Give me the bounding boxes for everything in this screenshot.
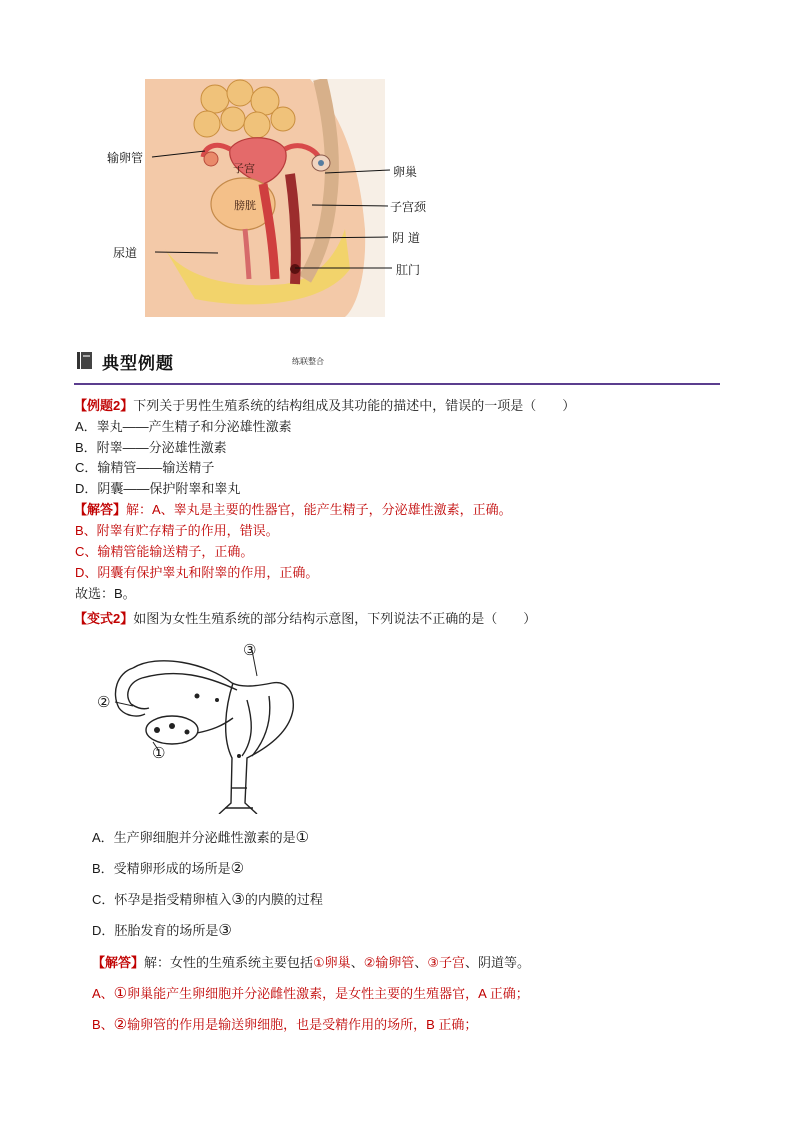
label-fallopian-tube: 输卵管	[107, 151, 144, 165]
uterus-illustration	[97, 638, 297, 814]
variant2-question	[74, 610, 536, 628]
variant2-option-b	[92, 860, 244, 878]
variant2-answer-line-b	[92, 1016, 477, 1034]
example2-answer-line-2: B、附睾有贮存精子的作用，错误。	[75, 523, 279, 538]
variant2-option-d-text: D．胚胎发育的场所是	[92, 923, 219, 938]
book-icon	[77, 352, 92, 369]
variant2-option-a-mark: ①	[295, 829, 310, 846]
variant2-option-c	[92, 891, 323, 909]
diagram-label-1: ①	[152, 745, 166, 762]
example2-tag: 【例题2】	[74, 398, 134, 413]
example2-option-a: A．睾丸——产生精子和分泌雄性激素	[75, 419, 292, 434]
section-title: 典型例题	[102, 354, 174, 374]
label-vagina: 阴 道	[392, 231, 420, 245]
example2-answer-line-4: D、阴囊有保护睾丸和附睾的作用，正确。	[75, 565, 319, 580]
example2-answer-line-3: C、输精管能输送精子，正确。	[75, 544, 254, 559]
example2-question-text: 下列关于男性生殖系统的结构组成及其功能的描述中，错误的一项是（ ）	[133, 398, 576, 413]
example2-answer-text-1: 解：A、睾丸是主要的性器官，能产生精子，分泌雄性激素，正确。	[126, 502, 512, 517]
example2-answer-line-1	[74, 501, 512, 519]
answer-b-text: 输卵管的作用是输送卵细胞，也是受精作用的场所，B 正确；	[127, 1017, 478, 1032]
label-urethra: 尿道	[113, 246, 138, 260]
variant2-option-b-text: B．受精卵形成的场所是	[92, 861, 231, 876]
answer-part-sep-1: 、	[350, 955, 364, 970]
section-subtitle: 练联整合	[292, 357, 324, 366]
answer-b-mark: ②	[113, 1016, 128, 1033]
variant2-answer-intro-text: 解：女性的生殖系统主要包括	[144, 955, 314, 970]
label-bladder: 膀胱	[234, 199, 256, 212]
answer-a-mark: ①	[113, 985, 128, 1002]
variant2-option-c-mark: ③	[231, 891, 245, 908]
variant2-option-c-text: C．怀孕是指受精卵植入	[92, 892, 232, 907]
variant2-answer-tag: 【解答】	[92, 955, 145, 970]
uterus-diagram	[97, 638, 297, 814]
diagram-label-2: ②	[97, 694, 111, 711]
answer-a-text: 卵巢能产生卵细胞并分泌雌性激素，是女性主要的生殖器官，A 正确；	[127, 986, 529, 1001]
variant2-option-d-mark: ③	[218, 922, 232, 939]
variant2-option-a-text: A．生产卵细胞并分泌雌性激素的是	[92, 830, 296, 845]
variant2-option-a	[92, 829, 309, 847]
answer-part-sep-2: 、	[414, 955, 428, 970]
answer-part-tube: ②输卵管	[363, 955, 415, 970]
diagram-label-3: ③	[243, 642, 257, 659]
variant2-answer-intro	[92, 954, 530, 972]
answer-part-ovary: ①卵巢	[313, 955, 351, 970]
label-uterus: 子宫	[233, 162, 255, 175]
variant2-question-text: 如图为女性生殖系统的部分结构示意图，下列说法不正确的是（ ）	[133, 611, 537, 626]
variant2-option-d	[92, 922, 232, 940]
variant2-option-c-tail: 的内膜的过程	[244, 892, 323, 907]
answer-part-rest: 、阴道等。	[465, 955, 531, 970]
example2-option-c: C．输精管——输送精子	[75, 460, 215, 475]
section-heading	[74, 348, 720, 386]
example2-option-b: B．附睾——分泌雄性激素	[75, 440, 227, 455]
answer-part-uterus: ③子宫	[427, 955, 466, 970]
section-divider	[74, 383, 720, 385]
example2-question	[74, 397, 575, 415]
variant2-tag: 【变式2】	[74, 611, 134, 626]
answer-a-prefix: A、	[92, 986, 114, 1001]
example2-answer-tag: 【解答】	[74, 502, 127, 517]
variant2-answer-line-a	[92, 985, 529, 1003]
label-ovary: 卵巢	[393, 165, 418, 179]
answer-b-prefix: B、	[92, 1017, 114, 1032]
label-cervix: 子宫颈	[390, 200, 427, 214]
label-anus: 肛门	[396, 263, 421, 277]
example2-option-d: D．阴囊——保护附睾和睾丸	[75, 481, 241, 496]
example2-choice: 故选：B。	[75, 586, 136, 601]
variant2-option-b-mark: ②	[230, 860, 245, 877]
